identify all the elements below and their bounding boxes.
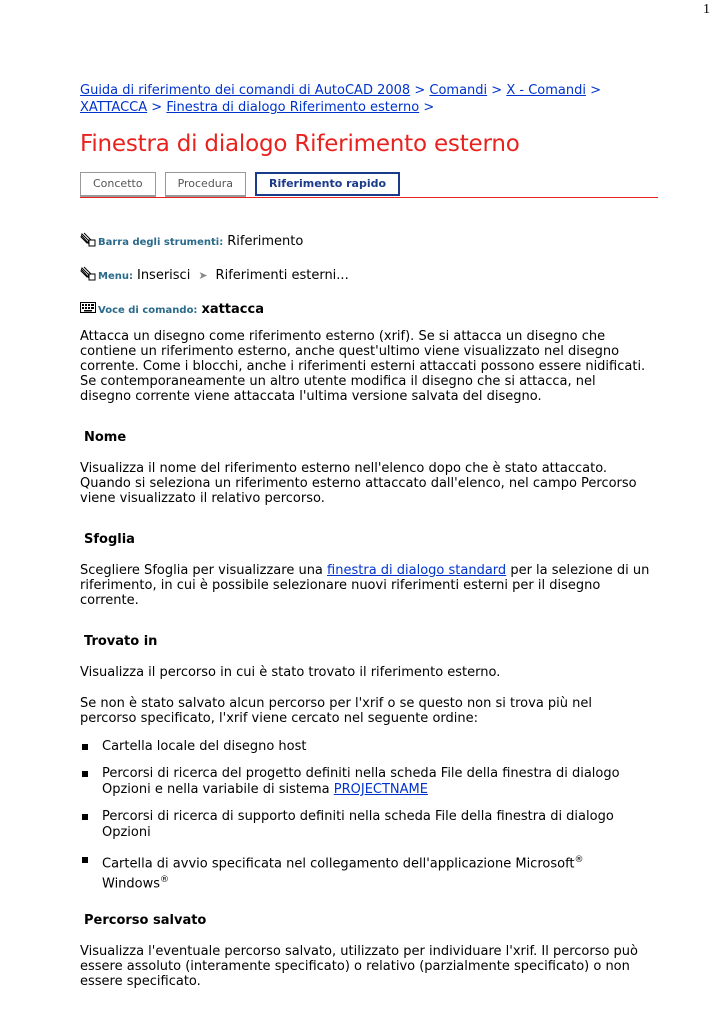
- breadcrumb-link-guida[interactable]: Guida di riferimento dei comandi di AutoCAD 2008: [80, 83, 411, 98]
- tab-bar: [80, 171, 658, 198]
- sfoglia-paragraph: [80, 563, 650, 608]
- section-heading-nome: Nome: [84, 430, 127, 445]
- section-heading-trovato-in: Trovato in: [84, 634, 158, 649]
- toolbar-label: Barra degli strumenti:: [98, 237, 224, 248]
- breadcrumb-link-x-comandi[interactable]: X - Comandi: [506, 83, 586, 98]
- toolbar-value: Riferimento: [227, 234, 304, 249]
- section-heading-sfoglia: Sfoglia: [84, 532, 135, 547]
- breadcrumb: [80, 82, 650, 116]
- breadcrumb-separator: >: [423, 100, 435, 115]
- list-item: [80, 852, 650, 893]
- trovato-paragraph-2: Se non è stato salvato alcun percorso per l'xrif o se questo non si trova più nel percorso specificato, l'xrif viene cercato nel seguente ordine:: [80, 696, 593, 726]
- menu-access-row: [80, 261, 650, 283]
- intro-paragraph: Attacca un disegno come riferimento esterno (xrif). Se si attacca un disegno che contiene un riferimento esterno, anche quest'ultimo viene visualizzato nel disegno corrente. Come i blocchi, anche i riferimenti esterni attaccati possono essere nidificati. Se contemporaneamente un altro utente modifica il disegno che si attacca, nel disegno corrente viene attaccata l'ultima versione salvata del disegno.: [80, 329, 646, 404]
- finestra-standard-link[interactable]: finestra di dialogo standard: [327, 563, 507, 578]
- list-item: [80, 809, 650, 841]
- list-item-text: Percorsi di ricerca del progetto definiti nella scheda File della finestra di dialogo Opzioni e nella variabile di sistema: [102, 766, 620, 797]
- breadcrumb-separator: >: [491, 83, 503, 98]
- sfoglia-text-after: per la selezione di un riferimento, in cui è possibile selezionare nuovi riferimenti esterni per il disegno corrente.: [80, 563, 650, 608]
- breadcrumb-link-finestra[interactable]: Finestra di dialogo Riferimento esterno: [166, 100, 420, 115]
- percorso-paragraph: Visualizza l'eventuale percorso salvato, utilizzato per individuare l'xrif. Il percorso può essere assoluto (interamente specificato) o relativo (parzialmente specificato) o non essere specificato.: [80, 943, 638, 989]
- section-heading-percorso-salvato: Percorso salvato: [84, 912, 207, 928]
- menu-icon: [80, 265, 96, 281]
- bullet-icon: [82, 771, 88, 777]
- breadcrumb-separator: >: [590, 83, 601, 98]
- page-title: Finestra di dialogo Riferimento esterno: [80, 131, 520, 157]
- command-access-row: [80, 295, 650, 317]
- windows-text: Windows: [102, 876, 161, 892]
- nome-paragraph: Visualizza il nome del riferimento esterno nell'elenco dopo che è stato attaccato. Quando si seleziona un riferimento esterno attaccato dall'elenco, nel campo Percorso viene visualizzato il relativo percorso.: [80, 461, 637, 506]
- bullet-icon: [82, 857, 88, 863]
- list-item: [80, 739, 650, 755]
- menu-label: Menu:: [98, 271, 133, 282]
- breadcrumb-link-comandi[interactable]: Comandi: [429, 83, 488, 98]
- registered-mark: ®: [574, 855, 584, 865]
- menu-value-riferimenti: Riferimenti esterni...: [215, 268, 349, 283]
- access-methods: [80, 227, 650, 317]
- list-item-text: Cartella di avvio specificata nel collegamento dell'applicazione Microsoft: [102, 856, 575, 872]
- bullet-icon: [82, 814, 88, 820]
- menu-value-inserisci: Inserisci: [136, 268, 191, 283]
- toolbar-access-row: [80, 227, 650, 249]
- command-value: xattacca: [201, 302, 264, 317]
- registered-mark: ®: [160, 875, 170, 886]
- sfoglia-text-before: Scegliere Sfoglia per visualizzare una: [80, 563, 328, 578]
- breadcrumb-separator: >: [151, 100, 163, 115]
- page-number: 1: [703, 2, 710, 17]
- projectname-link[interactable]: PROJECTNAME: [333, 782, 428, 797]
- trovato-paragraph-1: Visualizza il percorso in cui è stato trovato il riferimento esterno.: [80, 665, 501, 680]
- tab-procedura[interactable]: Procedura: [165, 172, 246, 197]
- keyboard-icon: [80, 299, 96, 315]
- list-item: [80, 766, 650, 798]
- search-order-list: [80, 739, 650, 893]
- tab-riferimento-rapido[interactable]: Riferimento rapido: [255, 172, 400, 196]
- list-item-text: Percorsi di ricerca di supporto definiti nella scheda File della finestra di dialogo Opzioni: [102, 809, 614, 840]
- menu-arrow-icon: ➤: [198, 269, 208, 282]
- command-label: Voce di comando:: [98, 305, 198, 316]
- document-content: [80, 82, 650, 989]
- tab-concetto[interactable]: Concetto: [80, 172, 156, 197]
- breadcrumb-separator: >: [414, 83, 426, 98]
- breadcrumb-link-xattacca[interactable]: XATTACCA: [80, 100, 148, 115]
- toolbar-icon: [80, 231, 96, 247]
- list-item-text: Cartella locale del disegno host: [102, 739, 307, 754]
- bullet-icon: [82, 744, 88, 750]
